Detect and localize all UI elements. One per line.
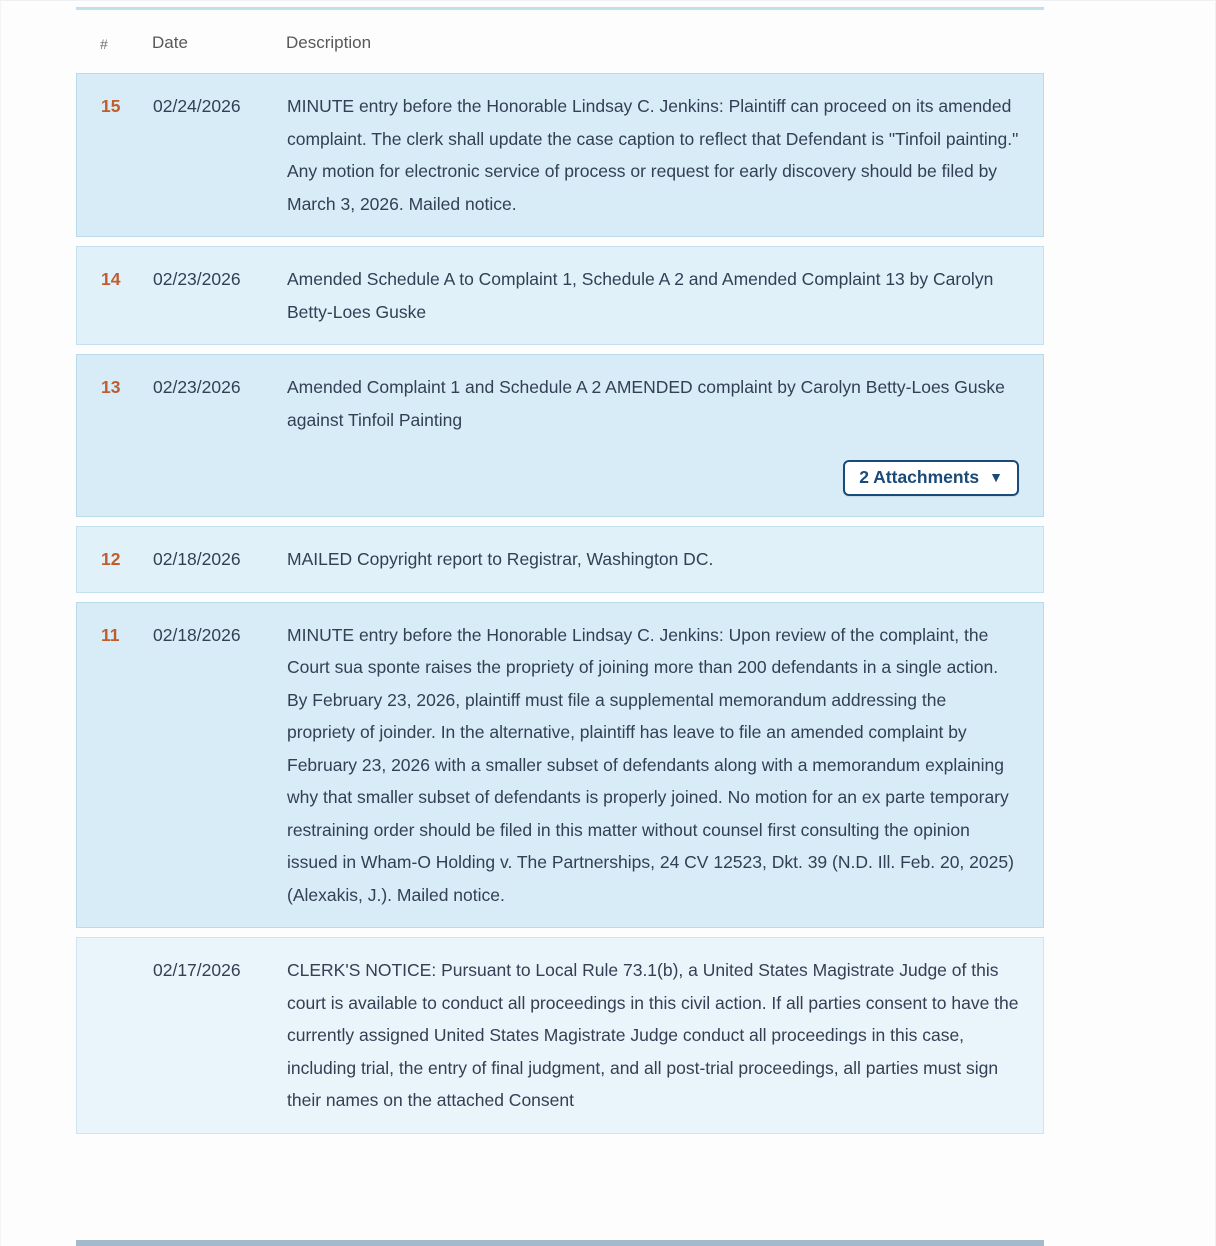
docket-row-12 (76, 526, 1044, 593)
docket-entry-number: 14 (101, 269, 121, 289)
column-header-number: # (100, 36, 108, 52)
docket-entry-date: 02/17/2026 (153, 960, 241, 980)
docket-entry-number: 12 (101, 549, 121, 569)
column-header-date: Date (152, 33, 188, 52)
attachments-button[interactable] (843, 460, 1019, 496)
docket-entry-number: 13 (101, 377, 121, 397)
docket-row-14 (76, 246, 1044, 345)
docket-entry-description: Amended Schedule A to Complaint 1, Schedule A 2 and Amended Complaint 13 by Carolyn Betty-Loes Guske (287, 269, 994, 322)
docket-entry-description: CLERK'S NOTICE: Pursuant to Local Rule 73.1(b), a United States Magistrate Judge of this court is available to conduct all proceedings in this civil action. If all parties consent to have the currently assigned United States Magistrate Judge conduct all proceedings in this case, including trial, the entry of final judgment, and all post-trial proceedings, all parties must sign their names on the attached Consent (287, 960, 1019, 1110)
docket-row-unnumbered (76, 937, 1044, 1134)
docket-entry-description: MINUTE entry before the Honorable Lindsay C. Jenkins: Upon review of the complaint, the Court sua sponte raises the propriety of joining more than 200 defendants in a single action. By February 23, 2026, plaintiff must file a supplemental memorandum addressing the propriety of joinder. In the alternative, plaintiff has leave to file an amended complaint by February 23, 2026 with a smaller subset of defendants along with a memorandum explaining why that smaller subset of defendants is properly joined. No motion for an ex parte temporary restraining order should be filed in this matter without counsel first consulting the opinion issued in Wham-O Holding v. The Partnerships, 24 CV 12523, Dkt. 39 (N.D. Ill. Feb. 20, 2025) (Alexakis, J.). Mailed notice. (287, 624, 1014, 905)
docket-entry-date: 02/23/2026 (153, 377, 241, 397)
docket-entry-cell (287, 371, 1019, 500)
table-header (76, 10, 1044, 73)
docket-row-15 (76, 73, 1044, 237)
viewport-cutoff-strip (76, 1240, 1044, 1246)
caret-down-icon: ▼ (989, 469, 1003, 485)
docket-entry-number: 11 (101, 624, 120, 645)
docket-table (76, 1, 1044, 1134)
docket-entry-number (101, 954, 153, 1117)
docket-entry-number: 15 (101, 96, 121, 116)
column-header-description: Description (286, 33, 372, 52)
docket-row-11 (76, 602, 1044, 929)
attachments-area (287, 460, 1019, 496)
docket-entry-date: 02/24/2026 (153, 96, 241, 116)
docket-entry-date: 02/23/2026 (153, 269, 241, 289)
docket-entry-date: 02/18/2026 (153, 549, 241, 569)
docket-entry-description: MINUTE entry before the Honorable Lindsay C. Jenkins: Plaintiff can proceed on its amended complaint. The clerk shall update the case caption to reflect that Defendant is "Tinfoil painting." Any motion for electronic service of process or request for early discovery should be filed by March 3, 2026. Mailed notice. (287, 96, 1019, 214)
docket-entry-description: Amended Complaint 1 and Schedule A 2 AMENDED complaint by Carolyn Betty-Loes Guske against Tinfoil Painting (287, 377, 1005, 430)
docket-row-13 (76, 354, 1044, 517)
docket-entry-description: MAILED Copyright report to Registrar, Washington DC. (287, 549, 714, 569)
attachments-button-label: 2 Attachments (859, 467, 980, 487)
docket-entry-date: 02/18/2026 (153, 624, 241, 645)
